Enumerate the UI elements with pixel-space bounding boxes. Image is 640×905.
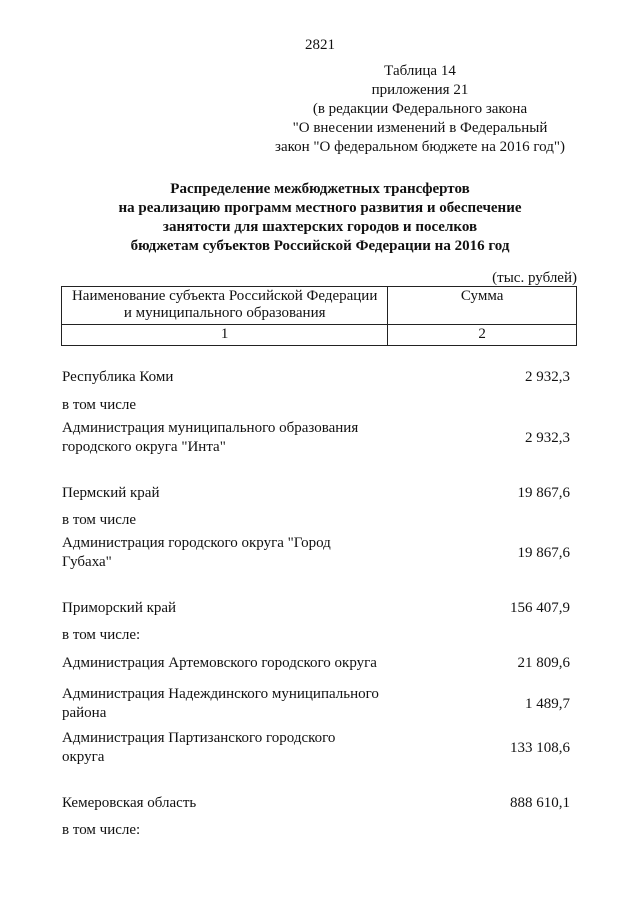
row-name-line: городского округа "Инта" bbox=[62, 439, 226, 455]
row-name bbox=[62, 729, 392, 767]
row-name bbox=[62, 654, 392, 673]
row-name-line: Администрация муниципального образования bbox=[62, 420, 359, 436]
column-number-2: 2 bbox=[388, 325, 577, 346]
row-name-line: Администрация Артемовского городского округа bbox=[62, 655, 377, 671]
table-header bbox=[61, 286, 577, 346]
row-name-line: Пермский край bbox=[62, 485, 160, 501]
appendix-line: Таблица 14 bbox=[384, 63, 456, 79]
row-name-line: Республика Коми bbox=[62, 369, 174, 385]
title-line: на реализацию программ местного развития и обеспечение bbox=[118, 200, 522, 216]
row-name bbox=[62, 626, 392, 645]
title-line: Распределение межбюджетных трансфертов bbox=[170, 181, 470, 197]
appendix-line: "О внесении изменений в Федеральный bbox=[292, 120, 548, 136]
column-number-row bbox=[62, 325, 577, 346]
row-name bbox=[62, 599, 392, 618]
row-name-line: в том числе: bbox=[62, 627, 141, 643]
row-name-line: Администрация Партизанского городского bbox=[62, 730, 336, 746]
row-name bbox=[62, 685, 392, 723]
row-sum: 156 407,9 bbox=[510, 600, 570, 616]
header-name-cell bbox=[62, 287, 388, 325]
row-name bbox=[62, 396, 392, 415]
appendix-line: приложения 21 bbox=[371, 82, 469, 98]
row-name-line: района bbox=[62, 705, 107, 721]
row-name bbox=[62, 484, 392, 503]
title-line: занятости для шахтерских городов и поселков bbox=[162, 219, 478, 235]
header-row bbox=[62, 287, 577, 325]
row-name-line: округа bbox=[62, 749, 105, 765]
row-name-line: Губаха" bbox=[62, 554, 112, 570]
row-sum: 133 108,6 bbox=[510, 740, 570, 756]
row-name bbox=[62, 511, 392, 530]
header-name-line: Наименование субъекта Российской Федерации bbox=[71, 288, 378, 304]
title-line: бюджетам субъектов Российской Федерации на 2016 год bbox=[130, 238, 510, 254]
document-title bbox=[0, 180, 640, 256]
row-sum: 2 932,3 bbox=[525, 430, 570, 446]
row-sum: 19 867,6 bbox=[517, 545, 570, 561]
appendix-line: (в редакции Федерального закона bbox=[312, 101, 528, 117]
units-label: (тыс. рублей) bbox=[492, 270, 577, 286]
row-name bbox=[62, 821, 392, 840]
row-sum: 1 489,7 bbox=[525, 696, 570, 712]
header-name-line: и муниципального образования bbox=[123, 305, 326, 321]
row-name-line: Кемеровская область bbox=[62, 795, 197, 811]
row-name-line: Администрация городского округа "Город bbox=[62, 535, 331, 551]
appendix-reference bbox=[250, 62, 590, 157]
row-sum: 21 809,6 bbox=[517, 655, 570, 671]
appendix-line: закон "О федеральном бюджете на 2016 год") bbox=[275, 139, 565, 155]
row-name-line: Администрация Надеждинского муниципального bbox=[62, 686, 379, 702]
row-name bbox=[62, 534, 392, 572]
row-name-line: в том числе bbox=[62, 512, 137, 528]
column-number-1: 1 bbox=[62, 325, 388, 346]
row-name bbox=[62, 368, 392, 387]
header-sum-cell: Сумма bbox=[388, 287, 577, 325]
row-name bbox=[62, 419, 392, 457]
row-name bbox=[62, 794, 392, 813]
row-sum: 2 932,3 bbox=[525, 369, 570, 385]
row-sum: 888 610,1 bbox=[510, 795, 570, 811]
row-name-line: в том числе: bbox=[62, 822, 141, 838]
row-name-line: в том числе bbox=[62, 397, 137, 413]
page-number: 2821 bbox=[305, 37, 335, 53]
row-sum: 19 867,6 bbox=[517, 485, 570, 501]
row-name-line: Приморский край bbox=[62, 600, 177, 616]
